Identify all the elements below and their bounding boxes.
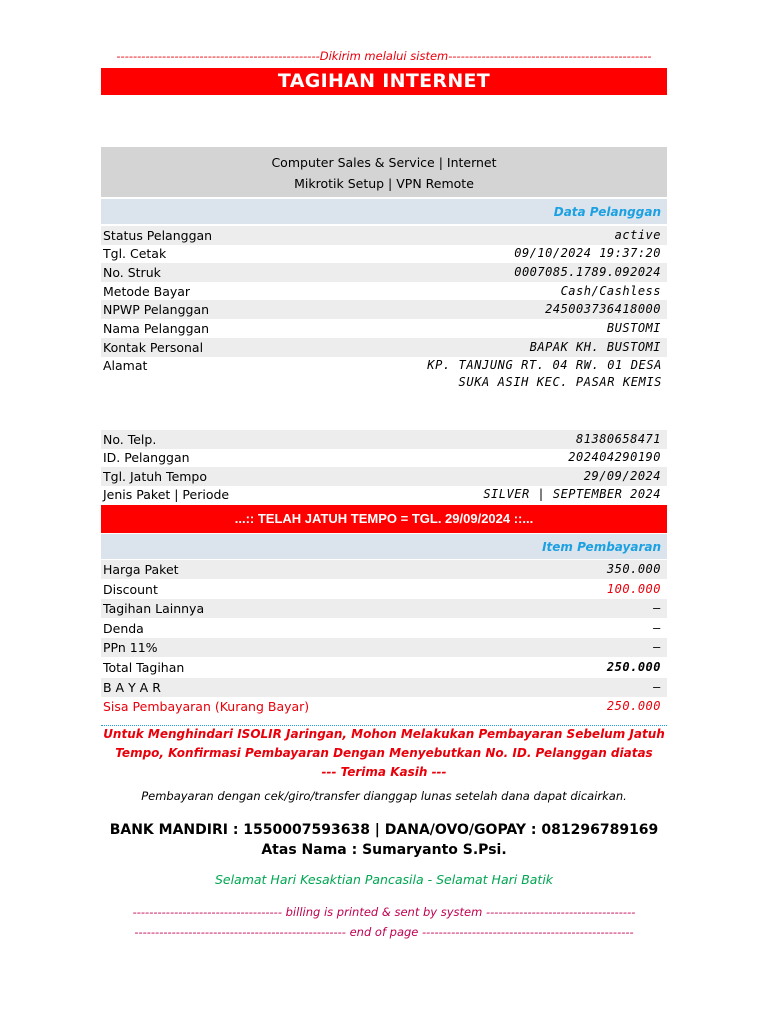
- row-other-charges: [101, 599, 667, 618]
- row-package-period: [101, 485, 667, 504]
- row-tax: [101, 638, 667, 657]
- row-value: –: [653, 680, 661, 694]
- row-label: Status Pelanggan: [103, 228, 213, 243]
- row-label: No. Struk: [103, 265, 161, 280]
- company-info: [101, 147, 667, 197]
- isolation-notice: [101, 725, 667, 782]
- notice-line-2: Tempo, Konfirmasi Pembayaran Dengan Menyebutkan No. ID. Pelanggan diatas: [115, 746, 653, 760]
- row-label: B A Y A R: [103, 680, 161, 695]
- row-package-price: [101, 560, 667, 579]
- company-line-2: Mikrotik Setup | VPN Remote: [294, 176, 474, 191]
- row-value: Cash/Cashless: [560, 284, 661, 298]
- row-payment-method: [101, 282, 667, 301]
- address-line-1: KP. TANJUNG RT. 04 RW. 01 DESA: [427, 358, 662, 372]
- row-value: 202404290190: [568, 450, 661, 464]
- row-penalty: [101, 619, 667, 638]
- row-label: Tagihan Lainnya: [103, 601, 205, 616]
- bank-accounts: BANK MANDIRI : 1550007593638 | DANA/OVO/GOPAY : 081296789169: [109, 822, 659, 838]
- row-npwp: [101, 300, 667, 319]
- notice-line-1: Untuk Menghindari ISOLIR Jaringan, Mohon Melakukan Pembayaran Sebelum Jatuh: [103, 727, 665, 741]
- row-status: [101, 226, 667, 245]
- row-label: Discount: [103, 582, 158, 597]
- row-value: 245003736418000: [545, 302, 661, 316]
- row-phone: [101, 430, 667, 449]
- row-label: Sisa Pembayaran (Kurang Bayar): [103, 699, 310, 714]
- row-receipt-number: [101, 263, 667, 282]
- customer-section-header: Data Pelanggan: [101, 199, 667, 224]
- row-discount: [101, 580, 667, 599]
- row-label: Metode Bayar: [103, 284, 191, 299]
- row-customer-id: [101, 448, 667, 467]
- row-value: –: [653, 640, 661, 654]
- row-value: BAPAK KH. BUSTOMI: [529, 340, 661, 354]
- row-label: Denda: [103, 621, 144, 636]
- row-customer-name: [101, 319, 667, 338]
- row-value: 09/10/2024 19:37:20: [514, 246, 661, 260]
- row-value: –: [653, 601, 661, 615]
- row-due-date: [101, 467, 667, 486]
- row-value: 100.000: [606, 582, 661, 596]
- notice-line-3: --- Terima Kasih ---: [321, 765, 447, 779]
- row-label: Jenis Paket | Periode: [103, 487, 230, 502]
- row-value: SILVER | SEPTEMBER 2024: [483, 487, 661, 501]
- row-value: active: [614, 228, 661, 242]
- bank-info: [101, 820, 667, 860]
- address-line-2: SUKA ASIH KEC. PASAR KEMIS: [458, 375, 662, 389]
- overdue-banner: ...:: TELAH JATUH TEMPO = TGL. 29/09/2024 ::...: [101, 505, 667, 533]
- row-label: No. Telp.: [103, 432, 157, 447]
- row-label: Kontak Personal: [103, 340, 204, 355]
- row-value: BUSTOMI: [606, 321, 661, 335]
- row-label: NPWP Pelanggan: [103, 302, 210, 317]
- row-label: Alamat: [103, 358, 148, 373]
- row-label: Total Tagihan: [103, 660, 185, 675]
- payment-note: Pembayaran dengan cek/giro/transfer dianggap lunas setelah dana dapat dicairkan.: [141, 789, 627, 803]
- row-value: 81380658471: [576, 432, 661, 446]
- invoice-title: TAGIHAN INTERNET: [101, 68, 667, 95]
- row-paid: [101, 678, 667, 697]
- row-value: 0007085.1789.092024: [514, 265, 661, 279]
- row-remaining: [101, 697, 667, 716]
- row-label: ID. Pelanggan: [103, 450, 190, 465]
- footer-printed-line: ------------------------------------ billing is printed & sent by system ------------------------------------: [132, 905, 636, 919]
- row-value: 350.000: [606, 562, 661, 576]
- company-line-1: Computer Sales & Service | Internet: [271, 155, 497, 170]
- payment-section-header: Item Pembayaran: [101, 534, 667, 559]
- row-label: PPn 11%: [103, 640, 158, 655]
- row-value: –: [653, 621, 661, 635]
- row-value: 250.000: [606, 699, 661, 713]
- address-value: [362, 357, 662, 391]
- row-contact: [101, 338, 667, 357]
- account-holder: Atas Nama : Sumaryanto S.Psi.: [261, 842, 507, 858]
- row-print-date: [101, 244, 667, 263]
- row-value: 250.000: [606, 660, 661, 674]
- row-label: Tgl. Jatuh Tempo: [103, 469, 208, 484]
- row-total: [101, 658, 667, 677]
- sent-via-system-line: -------------------------------------------------Dikirim melalui sistem-------------------------------------------------: [116, 49, 652, 63]
- footer-end-line: --------------------------------------------------- end of page ---------------------------------------------------: [134, 925, 634, 939]
- row-label: Tgl. Cetak: [103, 246, 167, 261]
- greeting: Selamat Hari Kesaktian Pancasila - Selamat Hari Batik: [214, 872, 554, 887]
- row-label: Harga Paket: [103, 562, 179, 577]
- row-value: 29/09/2024: [583, 469, 661, 483]
- row-label: Nama Pelanggan: [103, 321, 210, 336]
